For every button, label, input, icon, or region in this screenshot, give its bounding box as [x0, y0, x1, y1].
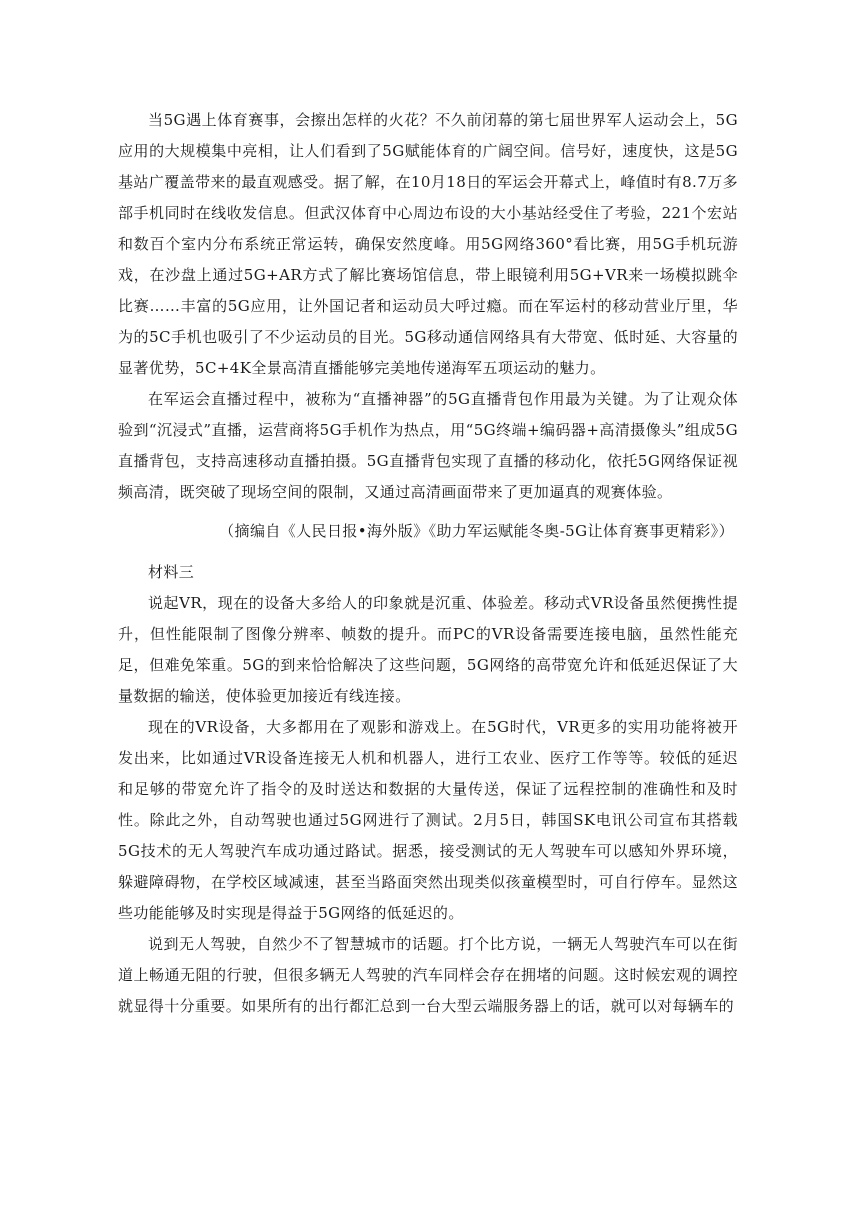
document-page — [118, 105, 738, 1022]
paragraph-vr-intro: 说起VR，现在的设备大多给人的印象就是沉重、体验差。移动式VR设备虽然便携性提升，但性能限制了图像分辨率、帧数的提升。而PC的VR设备需要连接电脑，虽然性能充足，但难免笨重。5G的到来恰恰解决了这些问题，5G网络的高带宽允许和低延迟保证了大量数据的输送，使体验更加接近有线连接。 — [118, 594, 738, 705]
section-heading: 材料三 — [148, 563, 195, 581]
paragraph-vr-applications: 现在的VR设备，大多都用在了观影和游戏上。在5G时代，VR更多的实用功能将被开发出来，比如通过VR设备连接无人机和机器人，进行工农业、医疗工作等等。较低的延迟和足够的带宽允许了指令的及时送达和数据的大量传送，保证了远程控制的准确性和及时性。除此之外，自动驾驶也通过5G网进行了测试。2月5日，韩国SK电讯公司宣布其搭载5G技术的无人驾驶汽车成功通过路试。据悉，接受测试的无人驾驶车可以感知外界环境，躲避障碍物，在学校区域减速，甚至当路面突然出现类似孩童模型时，可自行停车。显然这些功能能够及时实现是得益于5G网络的低延迟的。 — [118, 718, 738, 922]
paragraph-smart-city: 说到无人驾驶，自然少不了智慧城市的话题。打个比方说，一辆无人驾驶汽车可以在街道上畅通无阻的行驶，但很多辆无人驾驶的汽车同样会存在拥堵的问题。这时候宏观的调控就显得十分重要。如果所有的出行都汇总到一台大型云端服务器上的话，就可以对每辆车的 — [118, 935, 738, 1015]
source-citation: （摘编自《人民日报•海外版》《助力军运赋能冬奥-5G让体育赛事更精彩》） — [219, 522, 734, 540]
paragraph-live-backpack: 在军运会直播过程中，被称为“直播神器”的5G直播背包作用最为关键。为了让观众体验到“沉浸式”直播，运营商将5G手机作为热点，用“5G终端+编码器+高清摄像头”组成5G直播背包，支持高速移动直播拍摄。5G直播背包实现了直播的移动化，依托5G网络保证视频高清，既突破了现场空间的限制，又通过高清画面带来了更加逼真的观赛体验。 — [118, 390, 738, 501]
paragraph-5g-sports: 当5G遇上体育赛事，会擦出怎样的火花？不久前闭幕的第七届世界军人运动会上，5G应用的大规模集中亮相，让人们看到了5G赋能体育的广阔空间。信号好，速度快，这是5G基站广覆盖带来的最直观感受。据了解，在10月18日的军运会开幕式上，峰值时有8.7万多部手机同时在线收发信息。但武汉体育中心周边布设的大小基站经受住了考验，221个宏站和数百个室内分布系统正常运转，确保安然度峰。用5G网络360°看比赛，用5G手机玩游戏，在沙盘上通过5G+AR方式了解比赛场馆信息，带上眼镜利用5G+VR来一场模拟跳伞比赛……丰富的5G应用，让外国记者和运动员大呼过瘾。而在军运村的移动营业厅里，华为的5C手机也吸引了不少运动员的目光。5G移动通信网络具有大带宽、低时延、大容量的显著优势，5C+4K全景高清直播能够完美地传递海军五项运动的魅力。 — [118, 111, 738, 377]
